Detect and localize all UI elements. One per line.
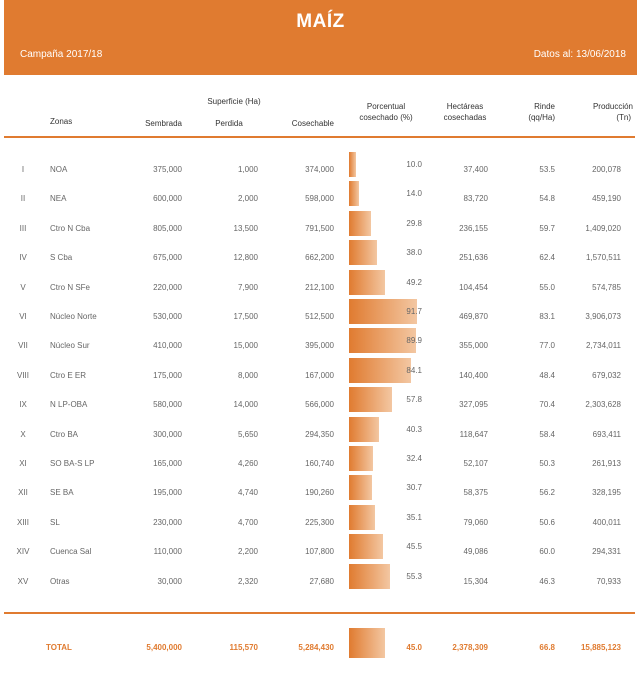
zone-number: V xyxy=(20,282,26,292)
pct-bar xyxy=(349,534,383,559)
zone-number: XIII xyxy=(16,517,29,527)
cosechable-value: 225,300 xyxy=(305,517,334,527)
perdida-value: 13,500 xyxy=(233,223,258,233)
rinde-value: 83.1 xyxy=(539,312,555,321)
perdida-value: 4,260 xyxy=(237,459,258,468)
pct-bar xyxy=(349,505,375,530)
pct-value: 91.7 xyxy=(406,307,422,316)
hectareas-value: 37,400 xyxy=(463,165,488,174)
header-divider xyxy=(4,136,635,138)
zone-number: X xyxy=(20,429,26,439)
produccion-value: 261,913 xyxy=(592,459,621,468)
cosechable-value: 167,000 xyxy=(305,370,334,380)
pct-bar xyxy=(349,181,359,206)
zone-number: VIII xyxy=(16,370,29,380)
cosechable-value: 27,680 xyxy=(309,576,334,586)
zone-name: S Cba xyxy=(50,253,73,263)
produccion-value: 328,195 xyxy=(592,488,621,498)
produccion-value: 574,785 xyxy=(592,282,621,292)
hectareas-header-1: Hectáreas xyxy=(446,102,484,111)
cosechable-value: 190,260 xyxy=(305,488,334,498)
pct-bar xyxy=(349,152,356,177)
perdida-value: 2,320 xyxy=(237,576,258,586)
zonas-header: Zonas xyxy=(50,117,73,126)
total-divider xyxy=(4,612,635,614)
zone-name: NEA xyxy=(50,194,67,204)
rinde-value: 62.4 xyxy=(539,253,555,263)
total-cosechable: 5,284,430 xyxy=(298,643,334,652)
sembrada-value: 375,000 xyxy=(153,165,182,174)
table-row xyxy=(0,505,641,534)
cosechable-value: 598,000 xyxy=(305,194,334,204)
perdida-value: 4,740 xyxy=(237,488,258,498)
produccion-value: 679,032 xyxy=(592,370,621,380)
zone-number: XV xyxy=(17,576,29,586)
table-row xyxy=(0,240,641,269)
pct-value: 49.2 xyxy=(406,277,422,287)
hectareas-value: 79,060 xyxy=(463,517,488,527)
sembrada-value: 600,000 xyxy=(153,194,182,204)
pct-value: 29.8 xyxy=(406,218,422,228)
produccion-value: 200,078 xyxy=(592,165,621,174)
perdida-value: 12,800 xyxy=(233,253,258,263)
pct-bar xyxy=(349,240,377,265)
zone-number: VI xyxy=(19,312,27,321)
rinde-header-2: (qq/Ha) xyxy=(528,113,555,122)
produccion-value: 1,570,511 xyxy=(586,253,621,263)
produccion-value: 2,303,628 xyxy=(585,400,621,410)
hectareas-value: 49,086 xyxy=(463,547,488,557)
perdida-value: 8,000 xyxy=(237,370,258,380)
pct-value: 30.7 xyxy=(406,483,422,493)
rinde-value: 60.0 xyxy=(539,547,555,557)
pct-value: 89.9 xyxy=(406,336,422,346)
zone-number: IX xyxy=(19,400,27,410)
cosechable-value: 395,000 xyxy=(305,341,334,351)
zone-name: Ctro N Cba xyxy=(50,223,91,233)
hectareas-value: 15,304 xyxy=(463,576,488,586)
sembrada-value: 165,000 xyxy=(153,459,182,468)
table-row xyxy=(0,446,641,475)
table-row xyxy=(0,564,641,593)
cosechable-header: Cosechable xyxy=(291,119,334,128)
hectareas-value: 104,454 xyxy=(459,282,488,292)
hectareas-value: 355,000 xyxy=(459,341,488,351)
data-date-label: Datos al: 13/06/2018 xyxy=(533,49,626,60)
pct-value: 55.3 xyxy=(406,571,422,581)
hectareas-value: 83,720 xyxy=(463,194,488,204)
report-header xyxy=(4,0,637,75)
hectareas-header-2: cosechadas xyxy=(443,113,487,122)
cosechable-value: 662,200 xyxy=(305,253,334,263)
sembrada-value: 230,000 xyxy=(153,517,182,527)
cosechable-value: 107,800 xyxy=(305,547,334,557)
pct-value: 32.4 xyxy=(406,454,422,463)
sembrada-value: 580,000 xyxy=(153,400,182,410)
hectareas-value: 118,647 xyxy=(459,429,488,439)
sembrada-value: 300,000 xyxy=(153,429,182,439)
perdida-value: 1,000 xyxy=(237,165,258,174)
sembrada-value: 195,000 xyxy=(153,488,182,498)
zone-number: I xyxy=(21,165,25,174)
zone-name: Cuenca Sal xyxy=(50,547,92,557)
pct-value: 38.0 xyxy=(406,248,422,258)
rinde-header-1: Rinde xyxy=(534,102,555,111)
hectareas-value: 236,155 xyxy=(459,223,488,233)
rinde-value: 55.0 xyxy=(539,282,555,292)
table-row xyxy=(0,181,641,210)
zone-name: Ctro E ER xyxy=(50,370,87,380)
total-rinde: 66.8 xyxy=(539,643,555,652)
rinde-value: 46.3 xyxy=(539,576,555,586)
zone-name: NOA xyxy=(50,165,68,174)
total-perdida: 115,570 xyxy=(229,643,258,652)
zone-number: XI xyxy=(19,459,27,468)
sembrada-value: 805,000 xyxy=(153,223,182,233)
perdida-value: 2,000 xyxy=(237,194,258,204)
hectareas-value: 52,107 xyxy=(463,459,488,468)
porcentual-header-1: Porcentual xyxy=(366,102,406,111)
pct-bar xyxy=(349,417,379,442)
pct-value: 14.0 xyxy=(406,189,422,199)
pct-bar xyxy=(349,475,372,500)
table-row xyxy=(0,387,641,416)
zone-name: Ctro N SFe xyxy=(50,282,91,292)
produccion-value: 3,906,073 xyxy=(585,312,621,321)
campaign-label: Campaña 2017/18 xyxy=(20,49,103,60)
table-row xyxy=(0,328,641,357)
total-produccion: 15,885,123 xyxy=(580,643,621,652)
pct-value: 40.3 xyxy=(406,424,422,434)
table-row xyxy=(0,299,641,328)
pct-bar xyxy=(349,446,373,471)
total-pct-value: 45.0 xyxy=(406,643,422,652)
sembrada-value: 530,000 xyxy=(153,312,182,321)
rinde-value: 50.3 xyxy=(539,459,555,468)
cosechable-value: 212,100 xyxy=(305,282,334,292)
zone-name: N LP-OBA xyxy=(50,400,88,410)
zone-name: Ctro BA xyxy=(50,429,79,439)
zone-name: Núcleo Norte xyxy=(50,312,97,321)
zone-number: XIV xyxy=(16,547,30,557)
rinde-value: 56.2 xyxy=(539,488,555,498)
produccion-header-2: (Tn) xyxy=(616,113,631,122)
zone-number: IV xyxy=(19,253,27,263)
total-label: TOTAL xyxy=(46,643,72,652)
hectareas-value: 58,375 xyxy=(463,488,488,498)
sembrada-value: 175,000 xyxy=(153,370,182,380)
rinde-value: 77.0 xyxy=(539,341,555,351)
zone-number: XII xyxy=(18,488,28,498)
sembrada-header: Sembrada xyxy=(145,119,182,128)
perdida-value: 2,200 xyxy=(237,547,258,557)
table-row xyxy=(0,417,641,446)
rinde-value: 53.5 xyxy=(539,165,555,174)
superficie-header: Superficie (Ha) xyxy=(207,97,261,106)
pct-bar xyxy=(349,211,371,236)
pct-value: 35.1 xyxy=(406,512,422,522)
report-title: MAÍZ xyxy=(296,11,345,32)
pct-value: 57.8 xyxy=(406,395,422,405)
zone-name: Otras xyxy=(50,576,70,586)
cosechable-value: 512,500 xyxy=(305,312,334,321)
total-sembrada: 5,400,000 xyxy=(146,643,182,652)
perdida-value: 14,000 xyxy=(233,400,258,410)
table-row xyxy=(0,475,641,504)
rinde-value: 50.6 xyxy=(539,517,555,527)
cosechable-value: 160,740 xyxy=(305,459,334,468)
table-row xyxy=(0,152,641,181)
table-row xyxy=(0,358,641,387)
zone-name: Núcleo Sur xyxy=(50,341,90,351)
zone-number: VII xyxy=(18,341,28,351)
pct-value: 45.5 xyxy=(406,542,422,552)
table-row xyxy=(0,534,641,563)
table-row xyxy=(0,270,641,299)
perdida-value: 7,900 xyxy=(237,282,258,292)
perdida-value: 5,650 xyxy=(237,429,258,439)
cosechable-value: 566,000 xyxy=(305,400,334,410)
zone-number: III xyxy=(19,223,27,233)
zone-name: SE BA xyxy=(50,488,74,498)
sembrada-value: 110,000 xyxy=(153,547,182,557)
produccion-value: 2,734,011 xyxy=(586,341,621,351)
total-hectareas: 2,378,309 xyxy=(452,643,488,652)
produccion-value: 693,411 xyxy=(592,429,621,439)
cosechable-value: 294,350 xyxy=(305,429,334,439)
hectareas-value: 469,870 xyxy=(459,312,488,321)
perdida-header: Perdida xyxy=(215,119,243,128)
produccion-header-1: Producción xyxy=(592,102,633,111)
sembrada-value: 675,000 xyxy=(153,253,182,263)
hectareas-value: 140,400 xyxy=(459,370,488,380)
produccion-value: 400,011 xyxy=(592,517,621,527)
pct-value: 84.1 xyxy=(406,365,422,375)
total-row xyxy=(0,631,641,660)
rinde-value: 70.4 xyxy=(539,400,555,410)
rinde-value: 59.7 xyxy=(539,223,555,233)
produccion-value: 459,190 xyxy=(592,194,621,204)
rinde-value: 58.4 xyxy=(539,429,555,439)
porcentual-header-2: cosechado (%) xyxy=(359,113,413,122)
rinde-value: 48.4 xyxy=(539,370,555,380)
sembrada-value: 220,000 xyxy=(153,282,182,292)
hectareas-value: 251,636 xyxy=(459,253,488,263)
hectareas-value: 327,095 xyxy=(459,400,488,410)
cosechable-value: 791,500 xyxy=(305,223,334,233)
pct-value: 10.0 xyxy=(406,160,422,169)
table-row xyxy=(0,211,641,240)
zone-name: SL xyxy=(50,517,60,527)
produccion-value: 70,933 xyxy=(596,576,621,586)
zone-name: SO BA-S LP xyxy=(50,459,95,468)
rinde-value: 54.8 xyxy=(539,194,555,204)
perdida-value: 4,700 xyxy=(237,517,258,527)
sembrada-value: 410,000 xyxy=(153,341,182,351)
produccion-value: 294,331 xyxy=(592,547,621,557)
cosechable-value: 374,000 xyxy=(305,165,334,174)
sembrada-value: 30,000 xyxy=(157,576,182,586)
perdida-value: 15,000 xyxy=(233,341,258,351)
zone-number: II xyxy=(20,194,26,204)
perdida-value: 17,500 xyxy=(233,312,258,321)
produccion-value: 1,409,020 xyxy=(585,223,621,233)
